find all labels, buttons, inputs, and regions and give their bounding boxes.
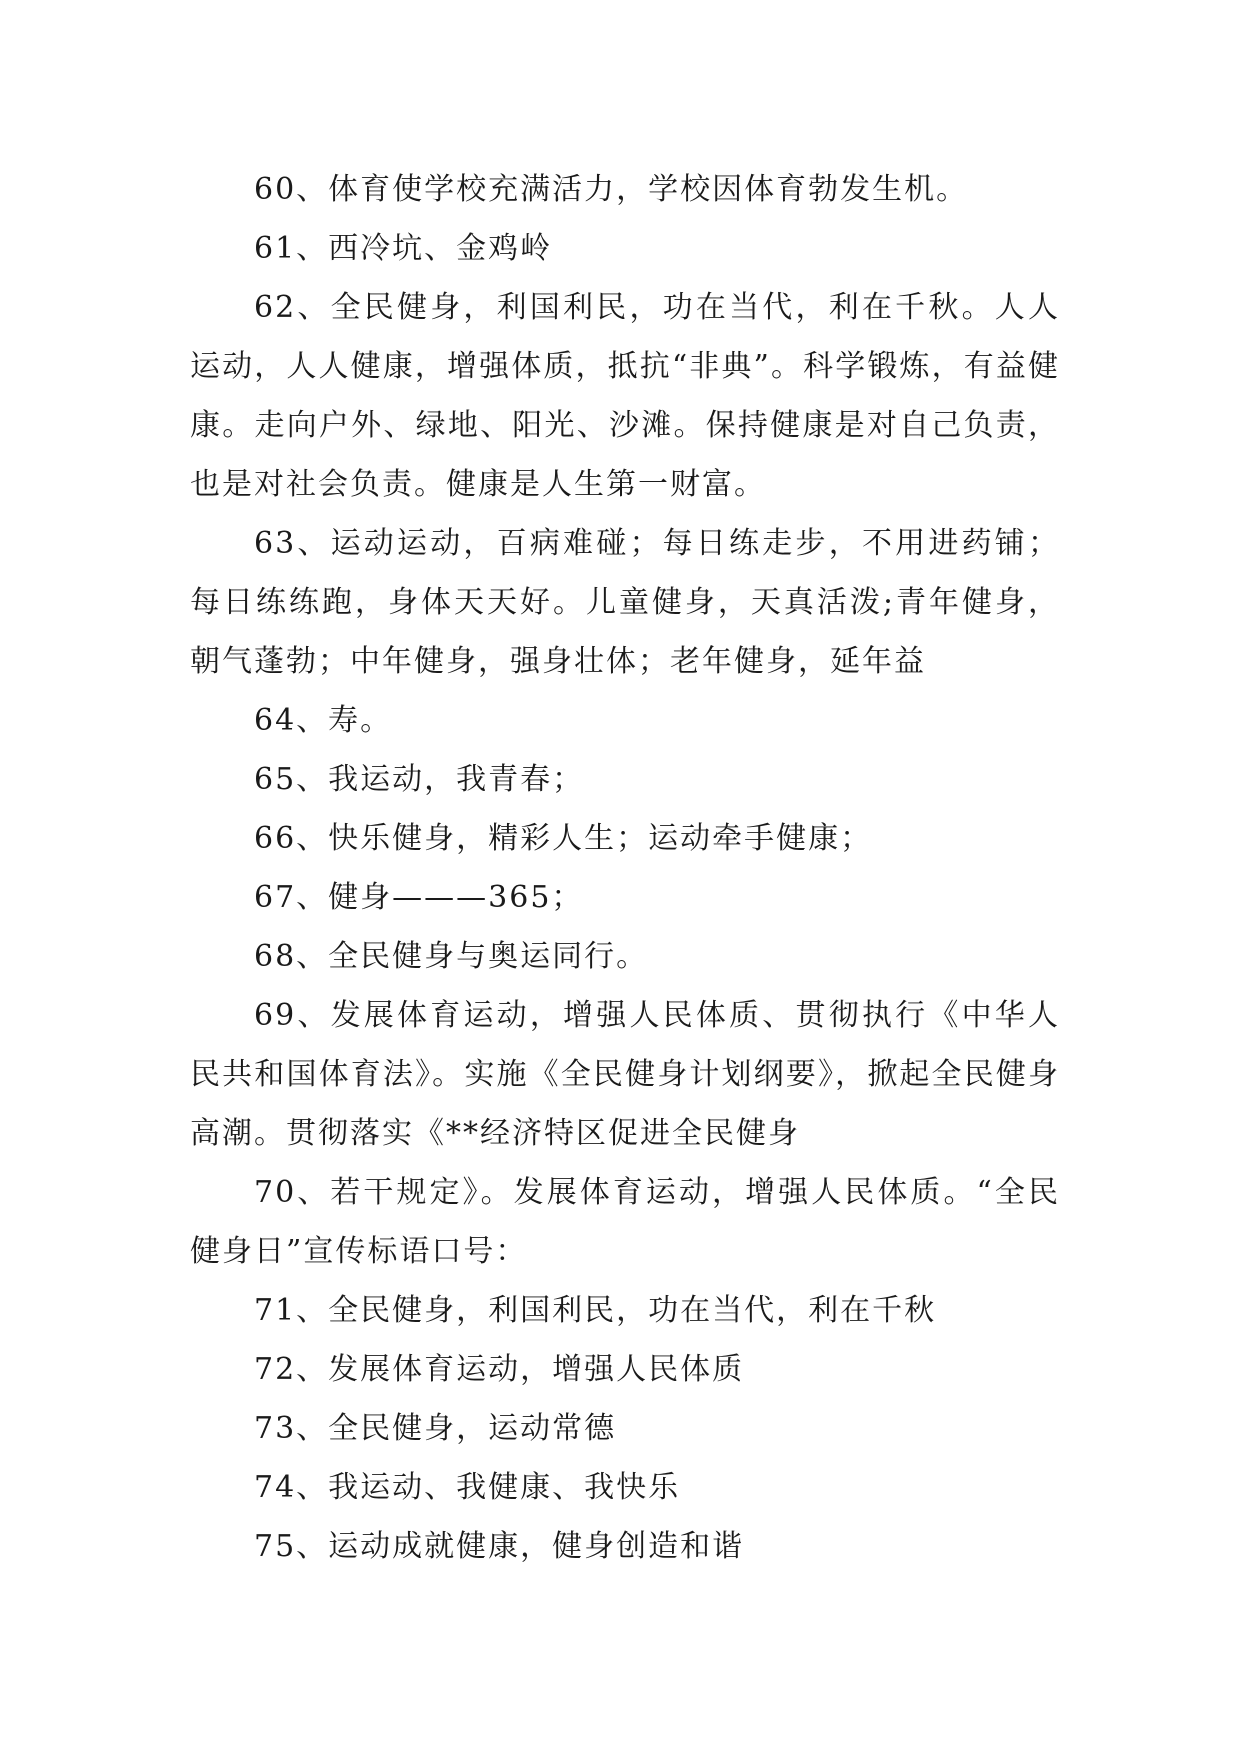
paragraph-73: 73、全民健身，运动常德 [254,1411,617,1446]
paragraph-70: 70、若干规定》。发展体育运动，增强人民体质。“全民健身日”宣传标语口号： [190,1175,1060,1269]
paragraph-67: 67、健身———365； [254,880,584,915]
paragraph-65: 65、我运动，我青春； [254,762,585,797]
paragraph-60: 60、体育使学校充满活力，学校因体育勃发生机。 [254,172,969,207]
paragraph-68: 68、全民健身与奥运同行。 [254,939,649,974]
paragraph-66: 66、快乐健身，精彩人生；运动牵手健康； [254,821,873,856]
paragraph-62: 62、全民健身，利国利民，功在当代，利在千秋。人人运动，人人健康，增强体质，抵抗“非典”。科学锻炼，有益健康。走向户外、绿地、阳光、沙滩。保持健康是对自己负责，也是对社会负责。健康是人生第一财富。 [190,290,1060,502]
paragraph-69: 69、发展体育运动，增强人民体质、贯彻执行《中华人民共和国体育法》。实施《全民健身计划纲要》，掀起全民健身高潮。贯彻落实《**经济特区促进全民健身 [190,998,1060,1151]
document-body [190,160,1060,1576]
paragraph-64: 64、寿。 [254,703,393,738]
paragraph-74: 74、我运动、我健康、我快乐 [254,1470,681,1505]
paragraph-63: 63、运动运动，百病难碰；每日练走步，不用进药铺；每日练练跑，身体天天好。儿童健身，天真活泼;青年健身，朝气蓬勃；中年健身，强身壮体；老年健身，延年益 [190,526,1060,679]
paragraph-75: 75、运动成就健康，健身创造和谐 [254,1529,745,1564]
paragraph-71: 71、全民健身，利国利民，功在当代，利在千秋 [254,1293,937,1328]
paragraph-72: 72、发展体育运动，增强人民体质 [254,1352,745,1387]
paragraph-61: 61、西冷坑、金鸡岭 [254,231,553,266]
